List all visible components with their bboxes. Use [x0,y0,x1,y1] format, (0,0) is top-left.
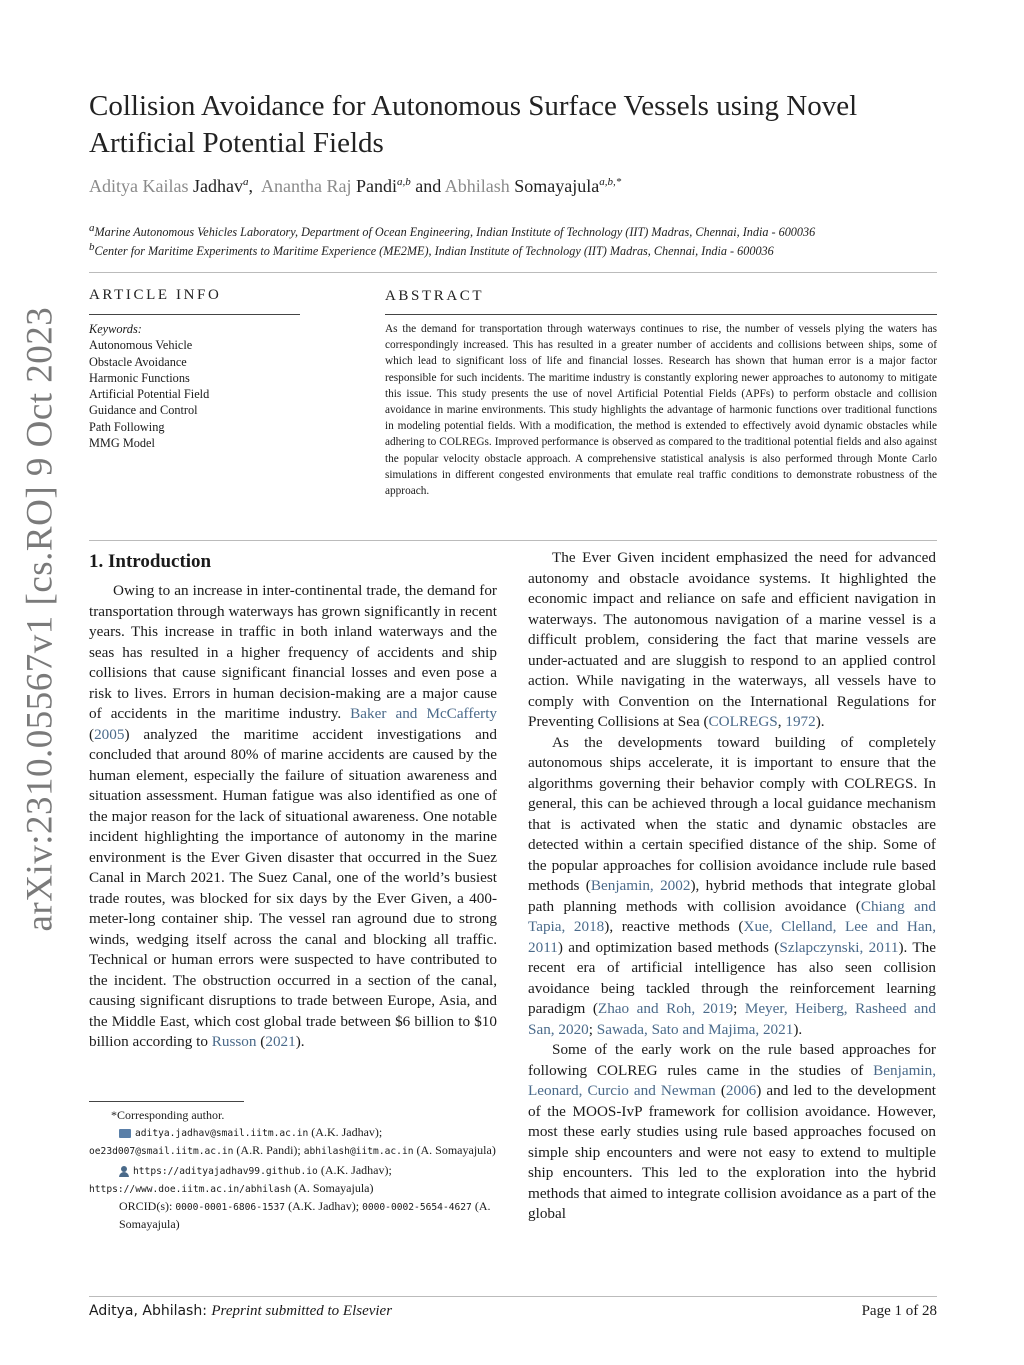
citation-year-link[interactable]: 2005 [94,725,125,743]
orcid-line: ORCID(s): 0000-0001-6806-1537 (A.K. Jadhav); 0000-0002-5654-4627 (A. Somayajula) [119,1199,491,1231]
keyword: MMG Model [89,436,155,451]
keyword: Artificial Potential Field [89,387,210,402]
citation-link[interactable]: Meyer, Heiberg, Rasheed and San, 2020 [528,1000,936,1038]
citation-link[interactable]: Szlapczynski, 2011 [779,938,899,956]
paragraph: The Ever Given incident emphasized the need for advanced autonomy and obstacle avoidance systems. It highlighted the economic impact and reliance on safe and efficient navigation in waterways. The autonomous navigation of a marine vessel is a difficult problem, considering the fact that marine vessels are under-actuated and are sluggish to respond to an applied control action. While navigating in the waterways, all vessels have to comply with Convention on the International Regulations for Preventing Collisions at Sea (COLREGS, 1972). [528,549,936,730]
page-number: Page 1 of 28 [861,1303,937,1319]
abstract-heading: ABSTRACT [385,288,485,304]
email-link[interactable]: aditya.jadhav@smail.iitm.ac.in [135,1128,309,1139]
divider-top [89,272,937,273]
paragraph: Some of the early work on the rule based approaches for following COLREG rules came in the studies of Benjamin, Leonard, Curcio and Newman (2006) and led to the development of the MOOS-IvP framework for collision avoidance. However, most these early studies using rule based approaches focused on simple ship encounters and were not easy to extend to multiple ship encounters. This led to the exploration into the hybrid methods that aimed to integrate collision avoidance as a part of the global [528,1041,937,1222]
author-2[interactable]: Anantha Raj Pandi$^{a,b}$ [260,176,411,196]
section-heading-introduction: 1. Introduction [89,551,212,572]
corresponding-author-note: *Corresponding author. [111,1108,225,1122]
email-link[interactable]: abhilash@iitm.ac.in [303,1146,414,1157]
email-icon [119,1129,131,1138]
paper-title: Collision Avoidance for Autonomous Surface Vessels using Novel Artificial Potential Fields [89,90,858,159]
divider-footer [89,1296,937,1297]
citation-link[interactable]: Sawada, Sato and Majima, 2021 [596,1020,794,1038]
column-left [89,581,497,1053]
paragraph: As the developments toward building of completely autonomous ships accelerate, it is important to ensure that the algorithms governing their behavior comply with COLREGS. In general, this can be achieved through a local guidance mechanism that is activated when the static and dynamic obstacles are detected within a certain specified distance of the ship. Some of the popular approaches for collision avoidance include rule based methods (Benjamin, 2002), hybrid methods that integrate global path planning methods with collision avoidance (Chiang and Tapia, 2018), reactive methods (Xue, Clelland, Lee and Han, 2011) and optimization based methods (Szlapczynski, 2011). The recent era of artificial intelligence has also seen collision avoidance being tackled through the reinforcement learning paradigm (Zhao and Roh, 2019; Meyer, Heiberg, Rasheed and San, 2020; Sawada, Sato and Majima, 2021). [528,733,936,1038]
article-info-heading: ARTICLE INFO [89,287,222,303]
column-right [528,548,936,1225]
email-link[interactable]: oe23d007@smail.iitm.ac.in [89,1146,234,1157]
footer-citation: Aditya, Abhilash: Preprint submitted to Elsevier [89,1303,393,1319]
citation-year-link[interactable]: 2006 [725,1082,757,1099]
keyword: Harmonic Functions [89,370,190,385]
author-list: Aditya Kailas Jadhav$^a$, Anantha Raj Pandi$^{a,b}$ and Abhilash Somayajula$^{a,b,*}$ [89,176,622,196]
citation-link[interactable]: Russon [211,1033,257,1050]
url-link[interactable]: https://adityajadhav99.github.io [133,1166,318,1177]
affiliation-a: $^a$Marine Autonomous Vehicles Laboratory, Department of Ocean Engineering, Indian Institute of Technology (IIT) Madras, Chennai, India - 600036 [89,222,816,240]
citation-link[interactable]: Chiang and Tapia, 2018 [528,897,936,935]
email-line: oe23d007@smail.iitm.ac.in (A.R. Pandi); abhilash@iitm.ac.in (A. Somayajula) [89,1143,496,1157]
citation-year-link[interactable]: 2021 [265,1033,296,1050]
citation-link[interactable]: COLREGS [708,713,778,730]
keywords-label: Keywords: [89,322,142,336]
citation-link[interactable]: Baker and McCafferty [350,705,498,722]
abstract-rule [385,314,937,315]
orcid-link[interactable]: 0000-0001-6806-1537 [175,1202,286,1213]
affiliation-b: $^b$Center for Maritime Experiments to Maritime Experience (ME2ME), Indian Institute of Technology (IIT) Madras, Chennai, India - 600036 [89,241,774,259]
author-conjunction: and [415,176,442,196]
email-line: aditya.jadhav@smail.iitm.ac.in (A.K. Jadhav); [89,1124,499,1142]
url-line: https://www.doe.iitm.ac.in/abhilash (A. Somayajula) [89,1181,374,1195]
keyword: Autonomous Vehicle [89,338,193,353]
citation-year-link[interactable]: 1972 [785,713,816,730]
url-link[interactable]: https://www.doe.iitm.ac.in/abhilash [89,1184,292,1195]
orcid-link[interactable]: 0000-0002-5654-4627 [362,1202,472,1213]
citation-link[interactable]: Benjamin, Leonard, Curcio and Newman [528,1061,936,1099]
citation-link[interactable]: Benjamin, 2002 [590,877,691,894]
keyword: Guidance and Control [89,403,198,418]
citation-link[interactable]: Zhao and Roh, 2019 [597,1000,734,1017]
author-1[interactable]: Aditya Kailas Jadhav$^a$ [89,176,249,196]
citation-link[interactable]: Xue, Clelland, Lee and Han, 2011 [528,918,936,956]
article-info-rule [89,314,300,315]
author-3[interactable]: Abhilash Somayajula$^{a,b,*}$ [444,176,622,196]
footnotes [89,1107,499,1233]
person-icon [119,1166,129,1177]
arxiv-identifier: arXiv:2310.05567v1 [cs.RO] 9 Oct 2023 [19,306,61,932]
keyword: Obstacle Avoidance [89,354,187,369]
abstract-text: As the demand for transportation through waterways continues to rise, the number of vessels plying the waters has correspondingly increased. This has resulted in a greater number of accidents and collisions between ships, some of which lead to significant loss of life and financial losses. Research has shown that human error is a major factor responsible for such incidents. The maritime industry is constantly exploring newer approaches to autonomy to mitigate this issue. This study presents the use of novel Artificial Potential Fields (APFs) to perform obstacle and collision avoidance in marine environments. This study highlights the advantage of harmonic functions over traditional functions in modeling potential fields. With a modification, the method is extended to effectively avoid dynamic obstacles while adhering to COLREGs. Improved performance is observed as compared to the traditional potential fields and also against the popular velocity obstacle approach. A comprehensive statistical analysis is also performed through Monte Carlo simulations in different congested environments that emulate real traffic conditions to demonstrate robustness of the approach. [385,323,937,498]
keyword: Path Following [89,419,165,434]
keywords-block [89,321,299,451]
url-line: https://adityajadhav99.github.io (A.K. Jadhav); [89,1162,499,1180]
footnote-rule [89,1101,244,1102]
paragraph: Owing to an increase in inter-continental trade, the demand for transportation through waterways has grown significantly in recent years. This increase in traffic in both inland waterways and the seas has resulted in a higher frequency of accidents and ship collisions that cause significant financial losses and even pose a risk to lives. Errors in human decision-making are a major cause of accidents in the maritime industry. Baker and McCafferty (2005) analyzed the maritime accident investigations and concluded that around 80% of marine accidents are caused by the human element, especially the failure of situation awareness and situation assessment. Human fatigue was also identified as one of the major reason for the lack of situational awareness. One notable incident highlighting the importance of autonomy in the marine environment is the Ever Given disaster that occurred in the Suez Canal in March 2021. The Suez Canal, one of the world’s busiest trade routes, was blocked for six days by the Ever Given, a 400-meter-long container ship. The vessel ran aground due to strong winds, wedging itself across the canal and blocking all traffic. Technical or human errors were suspected to have contributed to the incident. The obstruction occurred in a section of the canal, causing significant disruptions to trade between Europe, Asia, and the Middle East, which cost global trade between $6 billion to $10 billion according to Russon (2021). [89,582,498,1050]
divider-abstract [89,540,937,541]
